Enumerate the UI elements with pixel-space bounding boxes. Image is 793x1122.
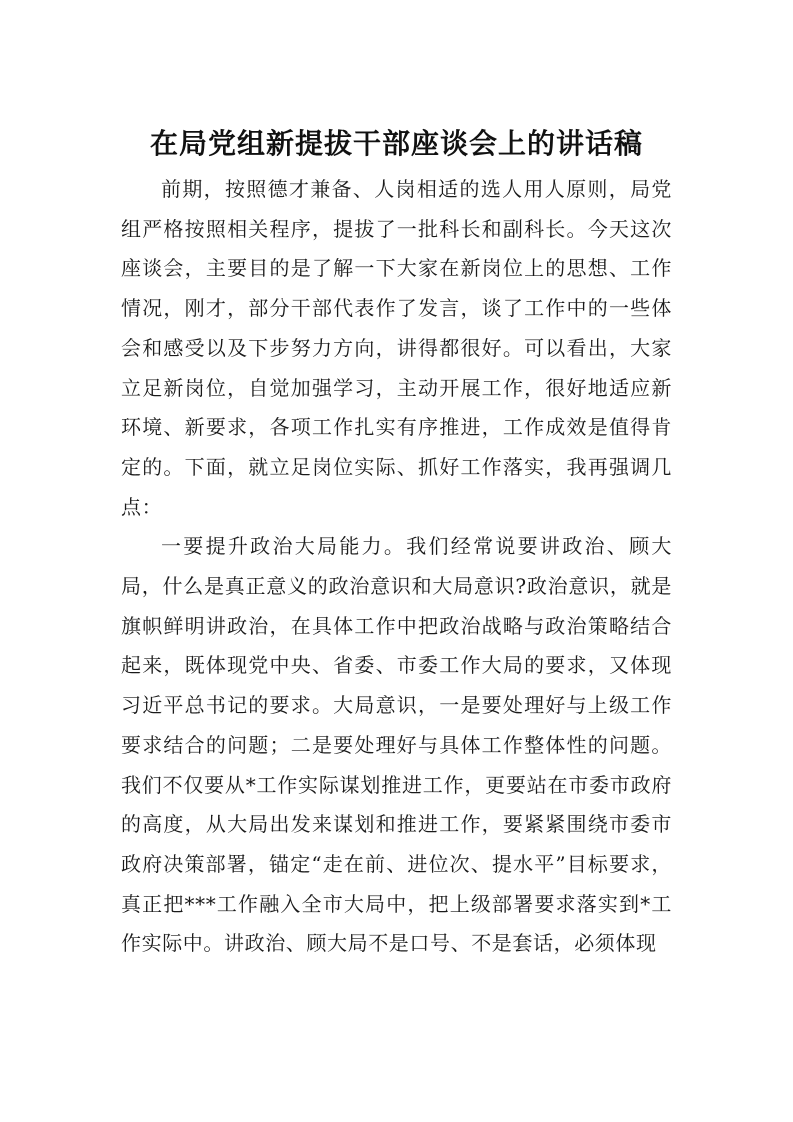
paragraph-political-awareness: 一要提升政治大局能力。我们经常说要讲政治、顾大局，什么是真正意义的政治意识和大局意识?政治意识，就是旗帜鲜明讲政治，在具体工作中把政治战略与政治策略结合起来，既体现党中央、省委、市委工作大局的要求，又体现习近平总书记的要求。大局意识，一是要处理好与上级工作要求结合的问题；二是要处理好与具体工作整体性的问题。我们不仅要从*工作实际谋划推进工作，更要站在市委市政府的高度，从大局出发来谋划和推进工作，要紧紧围绕市委市政府决策部署，锚定“走在前、进位次、提水平”目标要求，真正把***工作融入全市大局中，把上级部署要求落实到*工作实际中。讲政治、顾大局不是口号、不是套话，必须体现: [121, 534, 672, 956]
document-title: 在局党组新提拔干部座谈会上的讲话稿: [149, 127, 643, 160]
document-body: [121, 170, 672, 964]
paragraph-intro: 前期，按照德才兼备、人岗相适的选人用人原则，局党组严格按照相关程序，提拔了一批科长和副科长。今天这次座谈会，主要目的是了解一下大家在新岗位上的思想、工作情况，刚才，部分干部代表作了发言，谈了工作中的一些体会和感受以及下步努力方向，讲得都很好。可以看出，大家立足新岗位，自觉加强学习，主动开展工作，很好地适应新环境、新要求，各项工作扎实有序推进，工作成效是值得肯定的。下面，就立足岗位实际、抓好工作落实，我再强调几点：: [121, 177, 672, 519]
